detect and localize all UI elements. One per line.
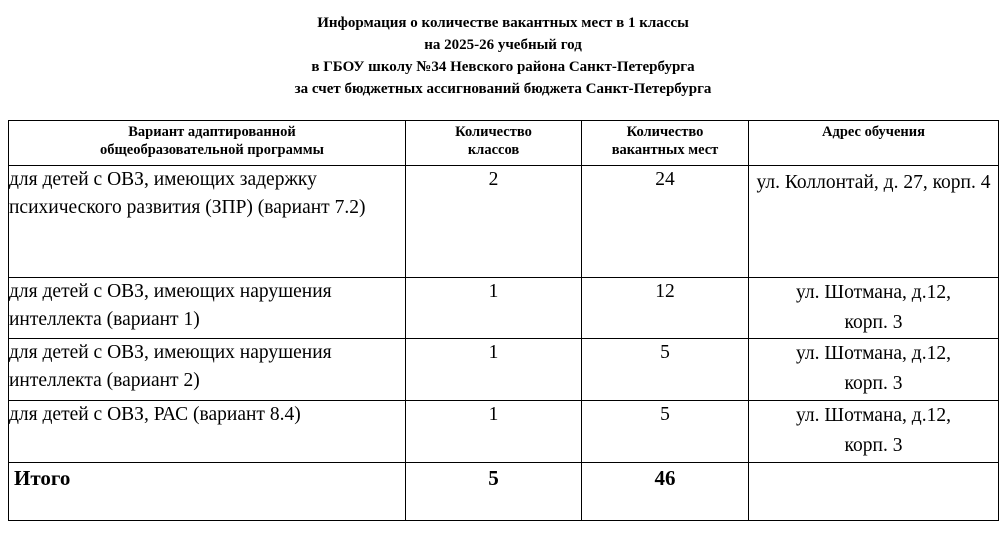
- title-line-1: Информация о количестве вакантных мест в 1 классы: [317, 15, 689, 31]
- table-total-row: [9, 463, 999, 521]
- row-vacancies-cell: 24: [582, 166, 749, 278]
- row-program-cell: для детей с ОВЗ, имеющих нарушения интеллекта (вариант 1): [9, 278, 406, 339]
- row-program-cell: для детей с ОВЗ, имеющих нарушения интеллекта (вариант 2): [9, 339, 406, 401]
- header-address: Адрес обучения: [749, 121, 999, 166]
- row-classes-cell: 1: [406, 401, 582, 463]
- total-label: Итого: [9, 463, 406, 521]
- row-program-cell: для детей с ОВЗ, РАС (вариант 8.4): [9, 401, 406, 463]
- header-classes: Количество классов: [406, 121, 582, 166]
- row-address-cell: ул. Шотмана, д.12, корп. 3: [749, 278, 999, 339]
- row-classes-cell: 2: [406, 166, 582, 278]
- total-vacancies: 46: [582, 463, 749, 521]
- row-address-cell: ул. Коллонтай, д. 27, корп. 4: [749, 166, 999, 278]
- row-vacancies-cell: 5: [582, 339, 749, 401]
- row-address-cell: ул. Шотмана, д.12, корп. 3: [749, 339, 999, 401]
- total-classes: 5: [406, 463, 582, 521]
- document-title: [0, 12, 1006, 100]
- title-line-3: в ГБОУ школу №34 Невского района Санкт-Петербурга: [311, 59, 695, 75]
- table-header-row: [9, 121, 999, 166]
- header-program: Вариант адаптированной общеобразовательной программы: [9, 121, 406, 166]
- row-classes-cell: 1: [406, 339, 582, 401]
- row-address-cell: ул. Шотмана, д.12, корп. 3: [749, 401, 999, 463]
- row-classes-cell: 1: [406, 278, 582, 339]
- header-vacancies: Количество вакантных мест: [582, 121, 749, 166]
- table-row: [9, 401, 999, 463]
- vacancies-table: [8, 120, 999, 521]
- title-line-4: за счет бюджетных ассигнований бюджета Санкт-Петербурга: [294, 81, 712, 97]
- row-program-cell: для детей с ОВЗ, имеющих задержку психического развития (ЗПР) (вариант 7.2): [9, 166, 406, 278]
- title-line-2: на 2025-26 учебный год: [424, 37, 582, 53]
- table-row: [9, 166, 999, 278]
- table-row: [9, 339, 999, 401]
- table-row: [9, 278, 999, 339]
- row-vacancies-cell: 12: [582, 278, 749, 339]
- row-vacancies-cell: 5: [582, 401, 749, 463]
- total-address: [749, 463, 999, 521]
